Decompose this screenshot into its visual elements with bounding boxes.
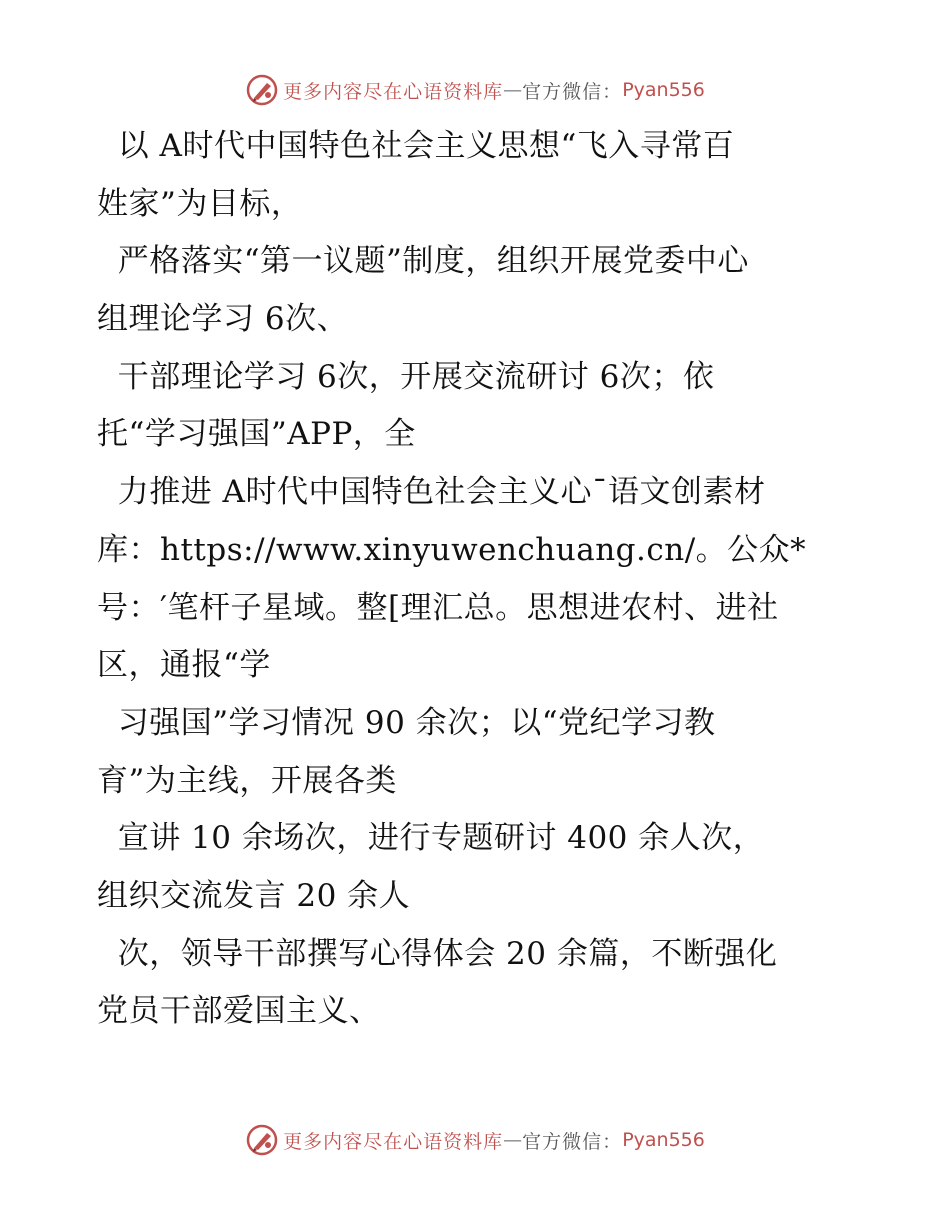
- pen-logo-icon: [245, 1123, 279, 1157]
- header-banner: [0, 70, 950, 110]
- body-line: 党员干部爱国主义、: [97, 993, 381, 1030]
- banner-wechat-label: 官方微信：: [522, 80, 623, 103]
- body-line: 育”为主线，开展各类: [97, 762, 397, 799]
- body-line: 姓家”为目标，: [97, 185, 303, 222]
- body-line: 以 A时代中国特色社会主义思想“飞入寻常百: [97, 128, 735, 164]
- body-line: 组理论学习 6次、: [97, 301, 349, 338]
- body-line: 力推进 A时代中国特色社会主义心¯语文创素材: [97, 474, 766, 511]
- pen-logo-icon: [245, 73, 279, 107]
- body-line: 严格落实“第一议题”制度，组织开展党委中心: [97, 243, 749, 280]
- body-line: 号：′笔杆子星域。整[理汇总。思想进农村、进社: [97, 589, 779, 626]
- body-line: 宣讲 10 余场次，进行专题研讨 400 余人次，: [97, 820, 765, 857]
- body-line: 组织交流发言 20 余人: [97, 877, 411, 914]
- banner-wechat-label: 官方微信：: [522, 1130, 623, 1153]
- body-line: 习强国”学习情况 90 余次；以“党纪学习教: [97, 704, 716, 741]
- body-line: 库：https://www.xinyuwenchuang.cn/。公众*: [97, 531, 807, 568]
- banner-dash: —: [503, 1129, 523, 1151]
- banner-dash: —: [503, 79, 523, 101]
- body-line: 次，领导干部撰写心得体会 20 余篇，不断强化: [97, 935, 778, 972]
- banner-main-text: 更多内容尽在心语资料库: [283, 1130, 504, 1153]
- banner-wechat-id: Pyan556: [622, 79, 705, 101]
- body-line: 托“学习强国”APP，全: [97, 416, 416, 453]
- banner-main-text: 更多内容尽在心语资料库: [283, 80, 504, 103]
- body-line: 区，通报“学: [97, 647, 271, 684]
- footer-banner: [0, 1120, 950, 1160]
- document-body: [97, 118, 877, 1041]
- banner-wechat-id: Pyan556: [622, 1129, 705, 1151]
- body-line: 干部理论学习 6次，开展交流研讨 6次；依: [97, 358, 715, 395]
